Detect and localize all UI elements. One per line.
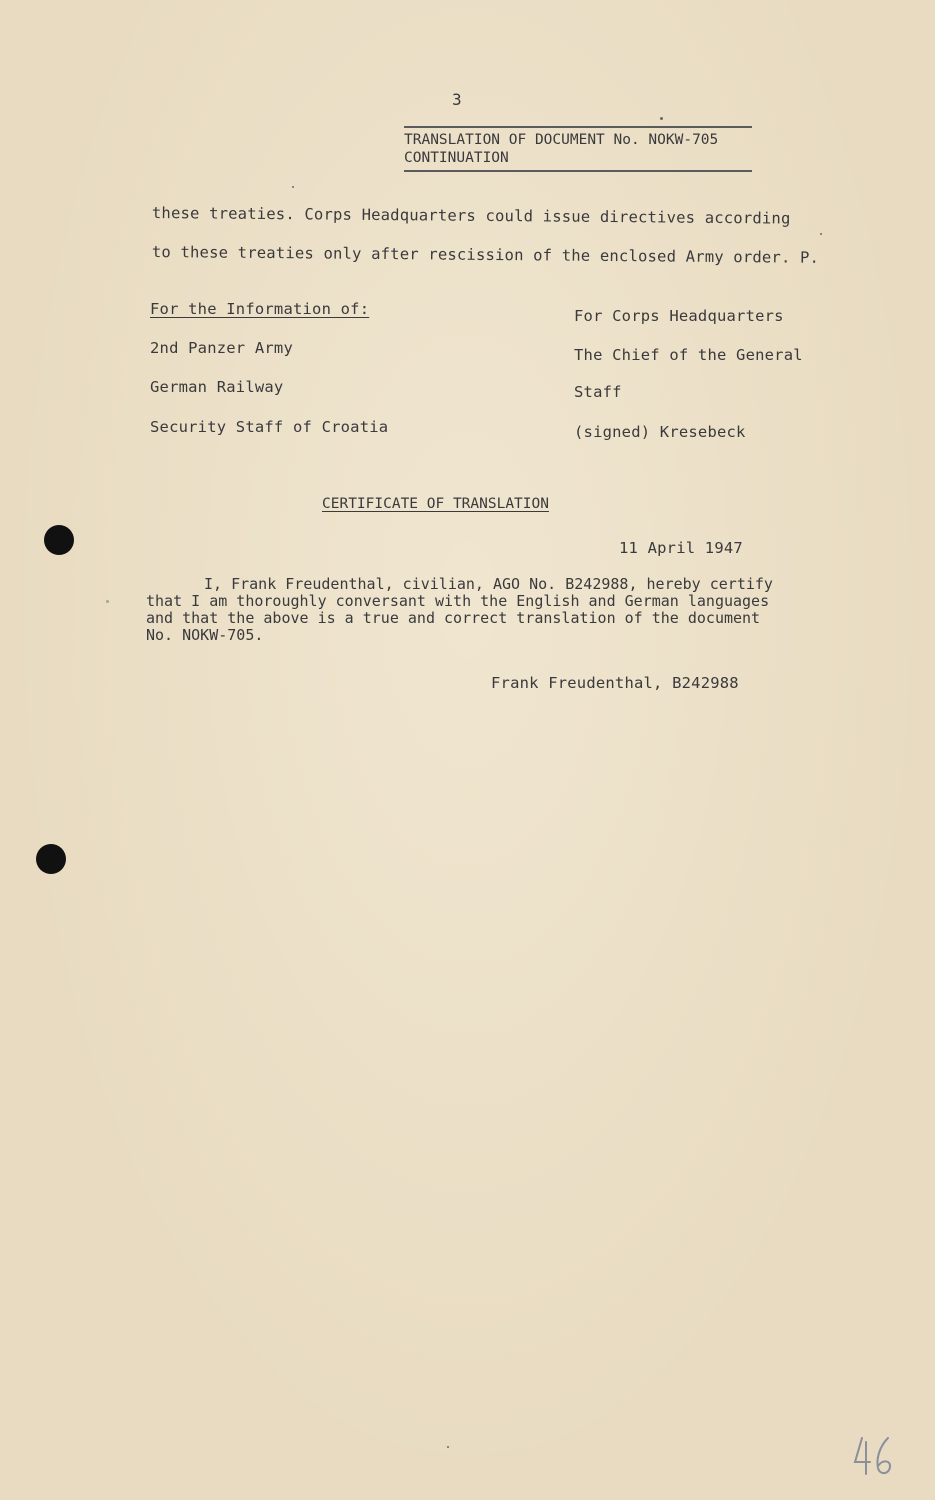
header-rule-bottom <box>404 170 752 172</box>
distribution-heading: For the Information of: <box>150 300 370 318</box>
paper-speck <box>660 117 663 120</box>
signature-line: The Chief of the General <box>574 346 803 364</box>
header-title: TRANSLATION OF DOCUMENT No. NOKW-705 <box>404 132 719 148</box>
body-text-line: these treaties. Corps Headquarters could issue directives according <box>151 204 791 228</box>
paper-speck <box>820 233 822 235</box>
signature-line: (signed) Kresebeck <box>574 423 746 441</box>
certificate-line: No. NOKW-705. <box>146 626 264 644</box>
translator-signature: Frank Freudenthal, B242988 <box>491 674 739 692</box>
distribution-item: Security Staff of Croatia <box>150 418 389 436</box>
paper-speck <box>447 1446 449 1448</box>
punch-hole <box>36 844 66 874</box>
signature-line: Staff <box>574 383 622 401</box>
certificate-paragraph <box>146 576 816 644</box>
header-rule-top <box>404 126 752 128</box>
paper-speck <box>106 600 109 603</box>
certificate-line: I, Frank Freudenthal, civilian, AGO No. B242988, hereby certify <box>204 575 773 593</box>
distribution-item: German Railway <box>150 378 284 396</box>
page-number: 3 <box>452 90 462 109</box>
handwritten-folio-number <box>852 1432 896 1480</box>
punch-hole <box>44 525 74 555</box>
certificate-date: 11 April 1947 <box>619 539 743 557</box>
certificate-line: and that the above is a true and correct translation of the document <box>146 609 761 627</box>
certificate-title: CERTIFICATE OF TRANSLATION <box>322 496 549 512</box>
distribution-item: 2nd Panzer Army <box>150 339 293 357</box>
signature-line: For Corps Headquarters <box>574 307 784 325</box>
certificate-line: that I am thoroughly conversant with the English and German languages <box>146 592 770 610</box>
paper-speck <box>292 186 294 188</box>
body-text-line: to these treaties only after rescission of the enclosed Army order. P. <box>151 243 820 267</box>
header-subtitle: CONTINUATION <box>404 150 509 166</box>
